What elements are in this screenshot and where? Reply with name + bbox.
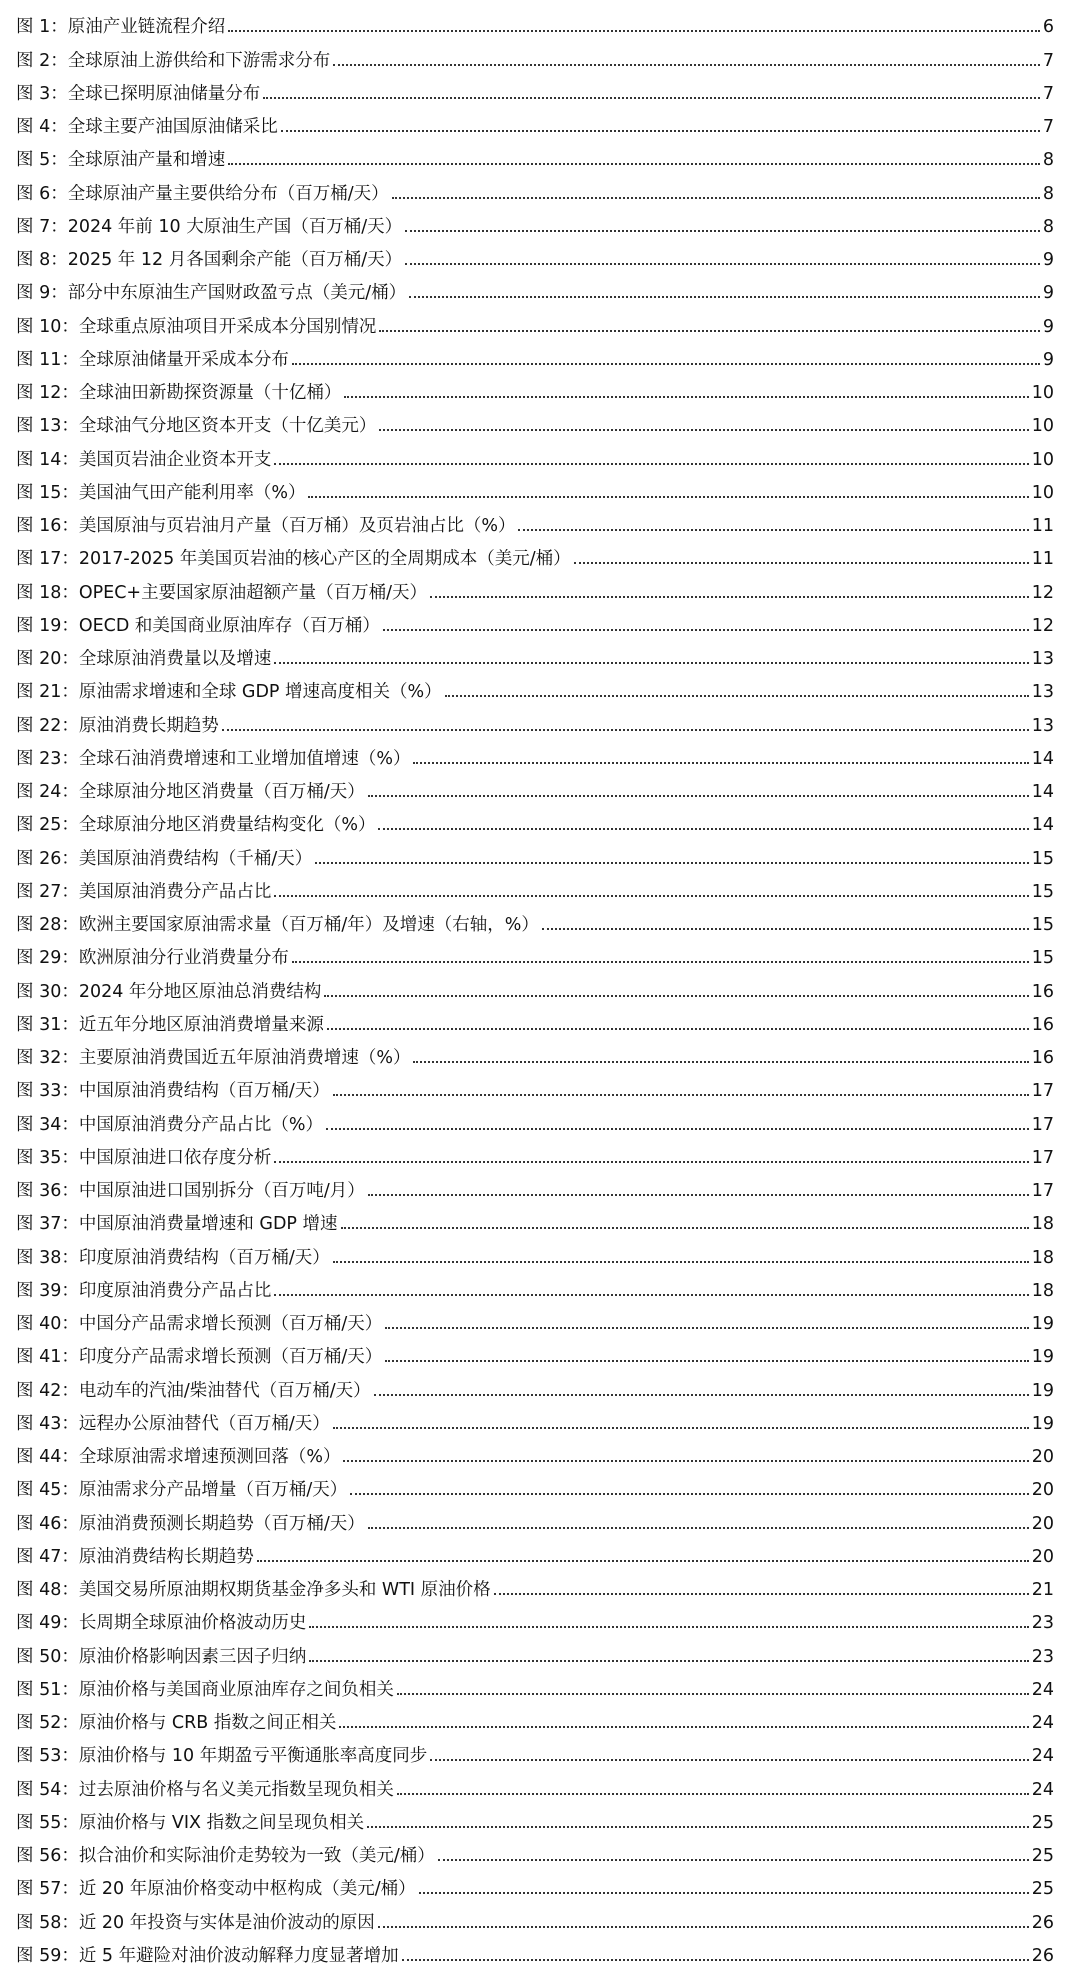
toc-entry-title: 图 57：近 20 年原油价格变动中枢构成（美元/桶） [16, 1879, 416, 1900]
dot-leader [419, 1891, 1029, 1894]
dot-leader [402, 1958, 1029, 1961]
dot-leader [274, 1293, 1028, 1296]
toc-entry[interactable] [16, 1567, 1054, 1600]
toc-entry[interactable] [16, 1201, 1054, 1234]
toc-entry[interactable] [16, 370, 1054, 403]
dot-leader [368, 794, 1029, 797]
toc-entry[interactable] [16, 303, 1054, 336]
dot-leader [344, 395, 1028, 398]
dot-leader [374, 1393, 1029, 1396]
dot-leader [445, 694, 1029, 697]
dot-leader [392, 196, 1040, 199]
toc-entry[interactable] [16, 802, 1054, 835]
dot-leader [292, 362, 1040, 365]
toc-entry-title: 图 27：美国原油消费分产品占比 [16, 881, 272, 902]
dot-leader [430, 1758, 1028, 1761]
toc-entry-title: 图 53：原油价格与 10 年期盈亏平衡通胀率高度同步 [16, 1746, 428, 1767]
dot-leader [405, 229, 1040, 232]
toc-entry-title: 图 19：OECD 和美国商业原油库存（百万桶） [16, 615, 380, 636]
toc-entry-title: 图 32：主要原油消费国近五年原油消费增速（%） [16, 1048, 411, 1068]
toc-entry-title: 图 48：美国交易所原油期权期货基金净多头和 WTI 原油价格 [16, 1580, 491, 1600]
toc-entry[interactable] [16, 1301, 1054, 1334]
toc-entry-title: 图 20：全球原油消费量以及增速 [16, 649, 272, 669]
toc-entry-title: 图 8：2025 年 12 月各国剩余产能（百万桶/天） [16, 250, 403, 270]
toc-entry[interactable] [16, 536, 1054, 569]
toc-entry[interactable] [16, 1667, 1054, 1700]
toc-entry-title: 图 12：全球油田新勘探资源量（十亿桶） [16, 383, 342, 403]
toc-entry[interactable] [16, 137, 1054, 170]
toc-entry[interactable] [16, 1700, 1054, 1733]
toc-entry-title: 图 14：美国页岩油企业资本开支 [16, 449, 272, 470]
toc-entry-page-number: 21 [1031, 1580, 1054, 1600]
toc-entry-title: 图 24：全球原油分地区消费量（百万桶/天） [16, 782, 365, 802]
toc-entry-page-number: 6 [1042, 17, 1054, 38]
toc-entry-title: 图 1：原油产业链流程介绍 [16, 17, 226, 38]
toc-entry-page-number: 7 [1042, 50, 1054, 71]
dot-leader [274, 462, 1028, 465]
toc-entry-title: 图 21：原油需求增速和全球 GDP 增速高度相关（%） [16, 682, 442, 703]
toc-entry-page-number: 10 [1031, 449, 1054, 470]
dot-leader [385, 1326, 1028, 1329]
toc-entry[interactable] [16, 935, 1054, 968]
toc-entry-page-number: 13 [1031, 649, 1054, 669]
toc-entry-page-number: 25 [1031, 1846, 1054, 1866]
dot-leader [274, 1160, 1028, 1163]
dot-leader [383, 628, 1029, 631]
toc-entry[interactable] [16, 4, 1054, 37]
toc-entry-page-number: 17 [1031, 1114, 1054, 1135]
toc-entry-page-number: 17 [1031, 1147, 1054, 1168]
toc-entry-page-number: 16 [1031, 1048, 1054, 1068]
dot-leader [397, 1692, 1029, 1695]
toc-entry-title: 图 37：中国原油消费量增速和 GDP 增速 [16, 1214, 338, 1235]
dot-leader [339, 1725, 1028, 1728]
toc-entry-page-number: 23 [1031, 1646, 1054, 1667]
toc-entry[interactable] [16, 1234, 1054, 1267]
dot-leader [413, 761, 1028, 764]
toc-entry-page-number: 25 [1031, 1812, 1054, 1833]
toc-entry[interactable] [16, 702, 1054, 735]
toc-entry-page-number: 14 [1031, 782, 1054, 802]
toc-entry[interactable] [16, 104, 1054, 137]
toc-entry[interactable] [16, 835, 1054, 868]
toc-entry-page-number: 26 [1031, 1912, 1054, 1933]
toc-entry-title: 图 44：全球原油需求增速预测回落（%） [16, 1447, 341, 1467]
toc-entry-page-number: 7 [1042, 83, 1054, 104]
toc-entry[interactable] [16, 270, 1054, 303]
dot-leader [341, 1226, 1029, 1229]
toc-entry[interactable] [16, 1500, 1054, 1533]
dot-leader [228, 29, 1040, 32]
toc-entry-title: 图 59：近 5 年避险对油价波动解释力度显著增加 [16, 1945, 399, 1966]
dot-leader [333, 1260, 1029, 1263]
toc-entry-title: 图 15：美国油气田产能利用率（%） [16, 482, 306, 503]
toc-entry[interactable] [16, 1733, 1054, 1766]
toc-entry-title: 图 25：全球原油分地区消费量结构变化（%） [16, 815, 376, 836]
toc-entry-title: 图 5：全球原油产量和增速 [16, 150, 226, 171]
toc-entry-page-number: 20 [1031, 1447, 1054, 1467]
toc-entry-title: 图 33：中国原油消费结构（百万桶/天） [16, 1081, 330, 1102]
toc-entry-title: 图 4：全球主要产油国原油储采比 [16, 117, 278, 137]
toc-entry-page-number: 12 [1031, 615, 1054, 636]
toc-entry-page-number: 10 [1031, 416, 1054, 437]
dot-leader [257, 1559, 1029, 1562]
toc-entry-title: 图 45：原油需求分产品增量（百万桶/天） [16, 1480, 348, 1501]
toc-entry-page-number: 24 [1031, 1779, 1054, 1800]
toc-entry[interactable] [16, 1035, 1054, 1068]
dot-leader [292, 960, 1029, 963]
toc-entry-title: 图 26：美国原油消费结构（千桶/天） [16, 848, 313, 869]
toc-entry-page-number: 9 [1042, 349, 1054, 370]
toc-entry-page-number: 8 [1042, 183, 1054, 204]
toc-entry-page-number: 16 [1031, 981, 1054, 1002]
dot-leader [309, 1659, 1028, 1662]
toc-entry[interactable] [16, 636, 1054, 669]
toc-entry-page-number: 14 [1031, 815, 1054, 836]
toc-entry-page-number: 10 [1031, 482, 1054, 503]
toc-entry-page-number: 9 [1042, 250, 1054, 270]
dot-leader [542, 927, 1029, 930]
dot-leader [315, 861, 1028, 864]
toc-entry-title: 图 34：中国原油消费分产品占比（%） [16, 1114, 323, 1135]
toc-entry-page-number: 23 [1031, 1613, 1054, 1634]
dot-leader [350, 1492, 1028, 1495]
dot-leader [397, 1792, 1029, 1795]
toc-entry[interactable] [16, 1833, 1054, 1866]
dot-leader [438, 1858, 1029, 1861]
toc-entry-page-number: 16 [1031, 1014, 1054, 1035]
toc-entry[interactable] [16, 436, 1054, 469]
toc-entry-page-number: 25 [1031, 1879, 1054, 1900]
toc-entry-title: 图 29：欧洲原油分行业消费量分布 [16, 948, 289, 969]
toc-entry-page-number: 13 [1031, 682, 1054, 703]
toc-entry-page-number: 18 [1031, 1214, 1054, 1235]
toc-entry[interactable] [16, 569, 1054, 602]
toc-entry-page-number: 18 [1031, 1247, 1054, 1268]
toc-entry[interactable] [16, 1600, 1054, 1633]
toc-entry[interactable] [16, 37, 1054, 70]
dot-leader [385, 1359, 1028, 1362]
toc-entry[interactable] [16, 1334, 1054, 1367]
dot-leader [368, 1193, 1029, 1196]
toc-entry[interactable] [16, 1866, 1054, 1899]
toc-entry-title: 图 2：全球原油上游供给和下游需求分布 [16, 50, 331, 71]
toc-entry-page-number: 12 [1031, 582, 1054, 603]
toc-entry-title: 图 51：原油价格与美国商业原油库存之间负相关 [16, 1679, 394, 1700]
toc-entry-title: 图 13：全球油气分地区资本开支（十亿美元） [16, 416, 377, 437]
toc-entry[interactable] [16, 669, 1054, 702]
toc-entry-page-number: 8 [1042, 216, 1054, 237]
toc-entry[interactable] [16, 1933, 1054, 1966]
toc-entry[interactable] [16, 736, 1054, 769]
toc-entry-page-number: 24 [1031, 1713, 1054, 1733]
toc-entry-title: 图 28：欧洲主要国家原油需求量（百万桶/年）及增速（右轴，%） [16, 915, 539, 935]
toc-entry-page-number: 24 [1031, 1679, 1054, 1700]
toc-entry-title: 图 55：原油价格与 VIX 指数之间呈现负相关 [16, 1812, 365, 1833]
toc-entry-page-number: 15 [1031, 915, 1054, 935]
toc-entry-page-number: 17 [1031, 1081, 1054, 1102]
dot-leader [309, 1625, 1028, 1628]
toc-entry-page-number: 20 [1031, 1513, 1054, 1534]
toc-entry[interactable] [16, 968, 1054, 1001]
toc-entry-page-number: 13 [1031, 715, 1054, 736]
toc-entry-title: 图 47：原油消费结构长期趋势 [16, 1546, 254, 1567]
dot-leader [281, 129, 1040, 132]
dot-leader [368, 1526, 1029, 1529]
toc-entry[interactable] [16, 869, 1054, 902]
dot-leader [333, 1093, 1029, 1096]
toc-entry-title: 图 49：长周期全球原油价格波动历史 [16, 1613, 307, 1634]
toc-entry[interactable] [16, 1101, 1054, 1134]
toc-entry-page-number: 9 [1042, 316, 1054, 337]
toc-entry[interactable] [16, 1135, 1054, 1168]
toc-entry[interactable] [16, 1534, 1054, 1567]
toc-entry-title: 图 6：全球原油产量主要供给分布（百万桶/天） [16, 183, 389, 204]
dot-leader [274, 661, 1028, 664]
toc-entry[interactable] [16, 902, 1054, 935]
dot-leader [308, 495, 1028, 498]
dot-leader [494, 1592, 1029, 1595]
toc-entry-title: 图 54：过去原油价格与名义美元指数呈现负相关 [16, 1779, 394, 1800]
dot-leader [274, 894, 1028, 897]
dot-leader [222, 728, 1029, 731]
toc-entry-title: 图 30：2024 年分地区原油总消费结构 [16, 981, 322, 1002]
toc-entry[interactable] [16, 1367, 1054, 1400]
toc-entry-title: 图 43：远程办公原油替代（百万桶/天） [16, 1413, 330, 1434]
toc-entry-title: 图 11：全球原油储量开采成本分布 [16, 349, 289, 370]
toc-entry-page-number: 11 [1031, 516, 1054, 536]
dot-leader [378, 827, 1028, 830]
toc-entry-page-number: 18 [1031, 1280, 1054, 1301]
dot-leader [324, 994, 1028, 997]
toc-entry-title: 图 42：电动车的汽油/柴油替代（百万桶/天） [16, 1380, 371, 1401]
dot-leader [409, 295, 1040, 298]
toc-entry[interactable] [16, 403, 1054, 436]
toc-entry[interactable] [16, 503, 1054, 536]
toc-entry-page-number: 11 [1031, 549, 1054, 570]
dot-leader [378, 1925, 1029, 1928]
toc-entry[interactable] [16, 1068, 1054, 1101]
toc-entry[interactable] [16, 71, 1054, 104]
dot-leader [263, 96, 1040, 99]
toc-entry-title: 图 38：印度原油消费结构（百万桶/天） [16, 1247, 330, 1268]
toc-entry-title: 图 17：2017-2025 年美国页岩油的核心产区的全周期成本（美元/桶） [16, 549, 571, 570]
toc-entry-title: 图 50：原油价格影响因素三因子归纳 [16, 1646, 307, 1667]
toc-entry-page-number: 10 [1031, 383, 1054, 403]
toc-entry-title: 图 18：OPEC+主要国家原油超额产量（百万桶/天） [16, 582, 427, 603]
toc-entry[interactable] [16, 1899, 1054, 1932]
toc-entry-page-number: 8 [1042, 150, 1054, 171]
dot-leader [333, 63, 1040, 66]
toc-entry[interactable] [16, 1633, 1054, 1666]
dot-leader [228, 162, 1040, 165]
toc-entry-page-number: 19 [1031, 1413, 1054, 1434]
toc-entry[interactable] [16, 1467, 1054, 1500]
dot-leader [367, 1825, 1029, 1828]
toc-entry-title: 图 23：全球石油消费增速和工业增加值增速（%） [16, 748, 411, 769]
toc-entry-page-number: 20 [1031, 1546, 1054, 1567]
toc-entry[interactable] [16, 237, 1054, 270]
dot-leader [518, 528, 1028, 531]
toc-entry[interactable] [16, 204, 1054, 237]
dot-leader [343, 1459, 1028, 1462]
dot-leader [413, 1060, 1028, 1063]
dot-leader [379, 329, 1040, 332]
toc-entry[interactable] [16, 603, 1054, 636]
toc-entry-page-number: 19 [1031, 1380, 1054, 1401]
toc-entry-page-number: 19 [1031, 1314, 1054, 1334]
toc-entry-page-number: 15 [1031, 948, 1054, 969]
toc-entry-title: 图 9：部分中东原油生产国财政盈亏点（美元/桶） [16, 283, 407, 304]
toc-entry-title: 图 46：原油消费预测长期趋势（百万桶/天） [16, 1513, 365, 1534]
dot-leader [405, 262, 1040, 265]
toc-entry-page-number: 15 [1031, 881, 1054, 902]
toc-entry-page-number: 14 [1031, 748, 1054, 769]
toc-entry-page-number: 26 [1031, 1945, 1054, 1966]
dot-leader [430, 595, 1029, 598]
toc-entry-title: 图 52：原油价格与 CRB 指数之间正相关 [16, 1713, 337, 1733]
toc-entry-page-number: 9 [1042, 283, 1054, 304]
toc-entry-title: 图 31：近五年分地区原油消费增量来源 [16, 1014, 324, 1035]
toc-entry-page-number: 24 [1031, 1746, 1054, 1767]
toc-entry-page-number: 15 [1031, 848, 1054, 869]
toc-entry-page-number: 20 [1031, 1480, 1054, 1501]
toc-entry-title: 图 10：全球重点原油项目开采成本分国别情况 [16, 316, 377, 337]
toc-entry-title: 图 7：2024 年前 10 大原油生产国（百万桶/天） [16, 216, 403, 237]
toc-entry[interactable] [16, 470, 1054, 503]
dot-leader [379, 428, 1028, 431]
toc-entry[interactable] [16, 1002, 1054, 1035]
toc-entry[interactable] [16, 769, 1054, 802]
toc-entry-title: 图 39：印度原油消费分产品占比 [16, 1280, 272, 1301]
toc-entry-title: 图 40：中国分产品需求增长预测（百万桶/天） [16, 1314, 383, 1334]
dot-leader [326, 1127, 1029, 1130]
dot-leader [574, 561, 1029, 564]
toc-entry-page-number: 17 [1031, 1181, 1054, 1201]
toc-entry-title: 图 36：中国原油进口国别拆分（百万吨/月） [16, 1181, 365, 1201]
toc-entry-title: 图 3：全球已探明原油储量分布 [16, 83, 261, 104]
toc-entry[interactable] [16, 337, 1054, 370]
dot-leader [333, 1426, 1029, 1429]
toc-entry-title: 图 16：美国原油与页岩油月产量（百万桶）及页岩油占比（%） [16, 516, 516, 536]
toc-entry-title: 图 41：印度分产品需求增长预测（百万桶/天） [16, 1347, 383, 1368]
toc-entry-title: 图 56：拟合油价和实际油价走势较为一致（美元/桶） [16, 1846, 435, 1866]
toc-entry-page-number: 7 [1042, 117, 1054, 137]
toc-entry[interactable] [16, 1401, 1054, 1434]
toc-entry-title: 图 35：中国原油进口依存度分析 [16, 1147, 272, 1168]
toc-entry[interactable] [16, 1766, 1054, 1799]
toc-entry-title: 图 22：原油消费长期趋势 [16, 715, 219, 736]
toc-entry[interactable] [16, 1268, 1054, 1301]
toc-entry-title: 图 58：近 20 年投资与实体是油价波动的原因 [16, 1912, 375, 1933]
toc-entry[interactable] [16, 170, 1054, 203]
toc-entry[interactable] [16, 1168, 1054, 1201]
toc-entry[interactable] [16, 1800, 1054, 1833]
toc-entry-page-number: 19 [1031, 1347, 1054, 1368]
toc-entry[interactable] [16, 1434, 1054, 1467]
dot-leader [327, 1027, 1029, 1030]
